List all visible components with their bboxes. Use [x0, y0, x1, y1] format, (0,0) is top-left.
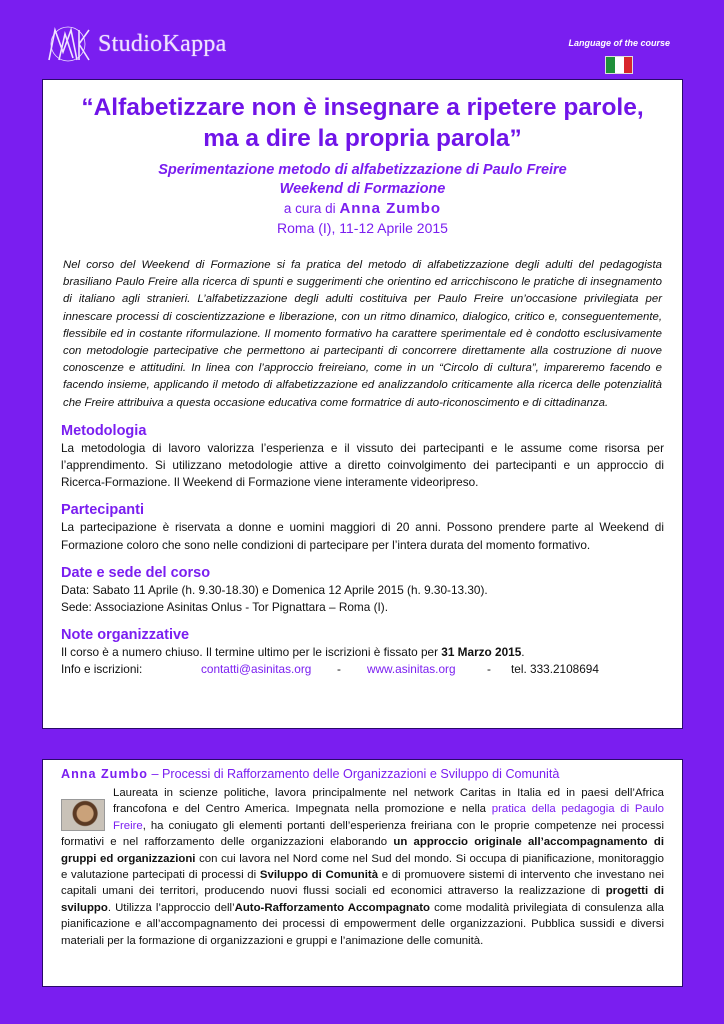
course-card — [42, 79, 683, 729]
freire-pedagogy-link[interactable]: pratica della pedagogia di Paulo Freire — [113, 803, 665, 832]
bio-bold-method: Auto-Rafforzamento Accompagnato — [234, 901, 431, 914]
italian-flag-icon — [605, 56, 633, 74]
bio-header — [61, 766, 664, 783]
bio-bold-projects: progetti di sviluppo — [61, 885, 664, 914]
bio-name: Anna Zumbo — [61, 767, 148, 781]
bio-role: Processi di Rafforzamento delle Organizzazioni e Sviluppo di Comunità — [161, 767, 560, 781]
metodologia-text: La metodologia di lavoro valorizza l’esperienza e il vissuto dei partecipanti e le assume come risorsa per l’apprendimento. Si utilizzano metodologie attive a diretto coinvolgimento dei partecipanti e un approccio di Ricerca-Formazione. Il Weekend di Formazione viene interamente videoripreso. — [61, 440, 664, 490]
bio-text-4: e di promuovere sistemi di intervento che investano nei capitali umani dei territori, producendo nuovi flussi sociali ed economici attraverso la realizzazione di — [61, 869, 665, 898]
note-prefix: Il corso è a numero chiuso. Il termine ultimo per le iscrizioni è fissato per — [61, 645, 438, 660]
course-title: “Alfabetizzare non è insegnare a ripetere parole, ma a dire la propria parola” — [81, 94, 644, 152]
bio-text-5: . Utilizza l’approccio dell’ — [107, 901, 235, 914]
language-label: Language of the course — [568, 38, 670, 48]
trainer-photo — [61, 799, 105, 831]
course-subtitle — [61, 161, 664, 199]
date-heading: Date e sede del corso — [61, 564, 211, 581]
bio-text-2: , ha coniugato gli elementi portanti dell’esperienza freiriana con le proprie competenze nei processi formativi e nel rafforzamento delle organizzazioni elaborando — [61, 819, 664, 849]
date-line-2: Sede: Associazione Asinitas Onlus - Tor Pignattara – Roma (I). — [61, 600, 388, 615]
bio-text-3: con cui lavora nel Nord come nel Sud del mondo. Si occupa di pianificazione, monitoraggio e valutazione partecipati di processi di — [61, 852, 664, 882]
info-label: Info e iscrizioni: — [61, 662, 143, 677]
contact-row — [61, 661, 664, 678]
bio-bold-community: Sviluppo di Comunità — [259, 869, 379, 882]
language-indicator — [568, 38, 670, 74]
note-line — [61, 644, 664, 661]
bio-bold-approach: un approccio originale all’accompagnamento di gruppi ed organizzazioni — [61, 836, 664, 865]
subtitle-line-2: Weekend di Formazione — [279, 181, 446, 197]
bio-text — [61, 785, 664, 949]
email-link[interactable]: contatti@asinitas.org — [201, 662, 312, 677]
page-header — [0, 0, 724, 80]
curator-prefix: a cura di — [283, 201, 336, 216]
partecipanti-text: La partecipazione è riservata a donne e uomini maggiori di 20 anni. Possono prendere parte al Weekend di Formazione coloro che sono nelle condizioni di partecipare per l’intera durata del momento formativo. — [61, 520, 664, 552]
subtitle-line-1: Sperimentazione metodo di alfabetizzazione di Paulo Freire — [158, 162, 567, 178]
separator-1: - — [337, 662, 341, 677]
curator-line — [61, 200, 664, 218]
intro-paragraph: Nel corso del Weekend di Formazione si fa pratica del metodo di alfabetizzazione degli adulti del pedagogista brasiliano Paulo Freire alla ricerca di spunti e suggerimenti che orientino ed arricchiscono le pratiche di insegnamento di italiano agli stranieri. L’alfabetizzazione degli adulti costituiva per Paulo Freire un’occasione privilegiata per innescare processi di coscientizzazione e liberazione, con un ritmo dinamico, dialogico, critico e, conseguentemente, flessibile ed in costante riformulazione. Il momento formativo ha carattere sperimentale ed è condotto esclusivamente con metodologie partecipative che permettono ai partecipanti di concorrere direttamente alla costruzione di nuove conoscenze e attitudini. In linea con l’approccio freireiano, come in un “Circolo di cultura”, impareremo facendo e facendo insieme, applicando il metodo di alfabetizzazione ed analizzandolo criticamente alla ricerca delle potenzialità che Freire attribuiva a questa occasione educativa come formatrice di auto-riconoscimento e di cittadinanza. — [63, 259, 662, 409]
curator-name: Anna Zumbo — [339, 200, 442, 217]
brand-name: StudioKappa — [98, 30, 227, 57]
bio-text-6: come modalità privilegiata di consulenza alla pianificazione e all’accompagnamento dei processi di empowerment delle organizzazioni. Pubblica sussidi e diversi materiali per la formazione di organizzazioni e gruppi e l’animazione delle comunità. — [61, 901, 664, 947]
separator-2: - — [487, 662, 491, 677]
studio-kappa-logo — [44, 24, 227, 64]
monogram-icon — [44, 24, 92, 64]
bio-dash: – — [151, 767, 159, 781]
trainer-bio-card — [42, 759, 683, 987]
partecipanti-heading: Partecipanti — [61, 502, 144, 519]
website-link[interactable]: www.asinitas.org — [367, 662, 456, 677]
note-heading: Note organizzative — [61, 627, 190, 644]
deadline: 31 Marzo 2015 — [441, 645, 522, 660]
bio-text-1: Laureata in scienze politiche, lavora principalmente nel network Caritas in Italia ed in paesi dell’Africa francofona e del Centro America. Impegnata nella promozione e nella — [113, 787, 664, 816]
date-line-1: Data: Sabato 11 Aprile (h. 9.30-18.30) e Domenica 12 Aprile 2015 (h. 9.30-13.30). — [61, 582, 488, 597]
metodologia-heading: Metodologia — [61, 422, 147, 439]
phone-number: tel. 333.2108694 — [511, 662, 599, 677]
place-date: Roma (I), 11-12 Aprile 2015 — [277, 220, 448, 236]
note-suffix: . — [521, 645, 525, 660]
